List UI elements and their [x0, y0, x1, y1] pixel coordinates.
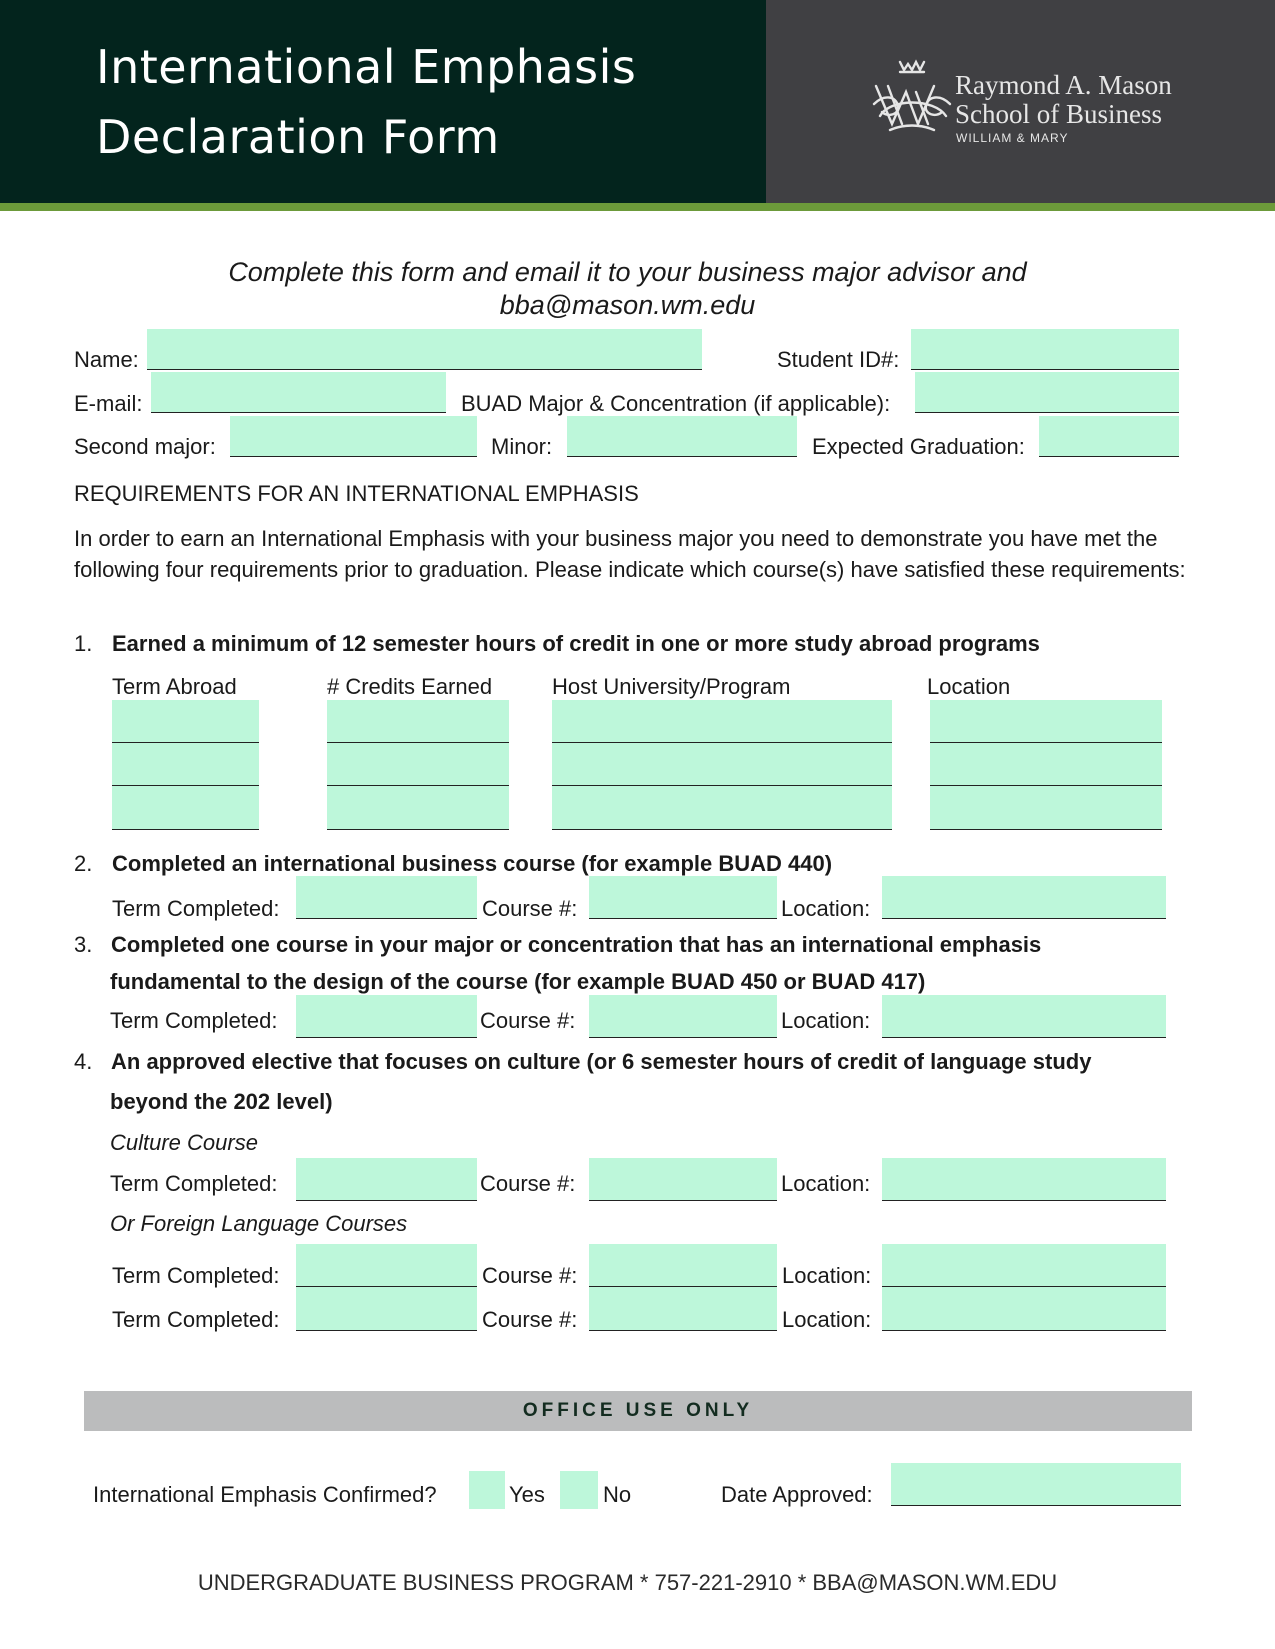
yes-checkbox[interactable] [469, 1471, 505, 1509]
location-label: Location: [781, 1171, 871, 1196]
req1-text: Earned a minimum of 12 semester hours of credit in one or more study abroad programs [112, 631, 1040, 656]
course-num-label: Course #: [482, 1263, 578, 1288]
intro-paragraph: In order to earn an International Emphasis with your business major you need to demonstrate you have met the following four requirements prior to graduation. Please indicate which course(s) have satisfied these requirements: [74, 526, 1186, 582]
location-field[interactable] [930, 743, 1162, 786]
host-university-field[interactable] [552, 700, 892, 743]
col-credits-earned: # Credits Earned [327, 674, 493, 699]
col-term-abroad: Term Abroad [112, 674, 237, 699]
yes-label: Yes [509, 1482, 545, 1507]
course-num-field[interactable] [589, 995, 777, 1038]
second-major-label: Second major: [74, 434, 216, 459]
location-field[interactable] [882, 1244, 1166, 1287]
course-num-field[interactable] [589, 1244, 777, 1287]
logo-text-line1: Raymond A. Mason [955, 70, 1172, 100]
req2-text: Completed an international business course (for example BUAD 440) [112, 851, 833, 876]
header-title-panel [0, 0, 766, 203]
credits-earned-field[interactable] [327, 700, 509, 743]
term-completed-label: Term Completed: [112, 1307, 280, 1332]
term-abroad-field[interactable] [112, 743, 259, 786]
cypher-logo-icon [870, 58, 954, 136]
student-id-label: Student ID#: [777, 347, 900, 372]
no-label: No [603, 1482, 632, 1507]
logo-text-line3: WILLIAM & MARY [956, 131, 1069, 145]
email-field[interactable] [151, 372, 446, 413]
student-id-field[interactable] [911, 329, 1179, 370]
form-title-line2: Declaration Form [96, 110, 500, 164]
name-label: Name: [74, 347, 139, 372]
location-field[interactable] [930, 786, 1162, 830]
culture-course-heading: Culture Course [110, 1130, 258, 1155]
location-label: Location: [781, 1008, 871, 1033]
term-completed-label: Term Completed: [110, 1171, 278, 1196]
term-completed-label: Term Completed: [112, 1263, 280, 1288]
req3-number: 3. [74, 932, 93, 957]
buad-major-field[interactable] [915, 372, 1179, 413]
term-completed-field[interactable] [296, 1158, 477, 1201]
location-field[interactable] [882, 1287, 1166, 1331]
date-approved-label: Date Approved: [721, 1482, 873, 1507]
req1-number: 1. [74, 631, 93, 656]
req4-text-line2: beyond the 202 level) [110, 1089, 333, 1114]
foreign-language-heading: Or Foreign Language Courses [110, 1211, 408, 1236]
emphasis-confirmed-label: International Emphasis Confirmed? [93, 1482, 437, 1507]
term-completed-field[interactable] [296, 876, 477, 919]
term-completed-field[interactable] [296, 1244, 477, 1287]
location-field[interactable] [930, 700, 1162, 743]
col-location: Location [927, 674, 1011, 699]
expected-graduation-field[interactable] [1039, 416, 1179, 457]
instruction-line1: Complete this form and email it to your business major advisor and [228, 257, 1027, 287]
course-num-label: Course #: [480, 1008, 576, 1033]
course-num-field[interactable] [589, 1158, 777, 1201]
location-label: Location: [782, 1307, 872, 1332]
req4-number: 4. [74, 1049, 93, 1074]
email-label: E-mail: [74, 391, 143, 416]
req3-text-line1: Completed one course in your major or concentration that has an international emphasis [111, 932, 1042, 957]
location-field[interactable] [882, 876, 1166, 919]
no-checkbox[interactable] [560, 1471, 598, 1509]
footer-contact: UNDERGRADUATE BUSINESS PROGRAM * 757-221-2910 * BBA@MASON.WM.EDU [197, 1570, 1058, 1595]
course-num-label: Course #: [480, 1171, 576, 1196]
location-label: Location: [781, 896, 871, 921]
buad-major-label: BUAD Major & Concentration (if applicable): [461, 391, 891, 416]
col-host-university: Host University/Program [552, 674, 791, 699]
office-use-banner: OFFICE USE ONLY [84, 1391, 1192, 1431]
name-field[interactable] [147, 329, 702, 370]
req4-text-line1: An approved elective that focuses on culture (or 6 semester hours of credit of language study [111, 1049, 1092, 1074]
course-num-label: Course #: [482, 896, 578, 921]
term-completed-field[interactable] [296, 995, 477, 1038]
form-title-line1: International Emphasis [96, 40, 637, 94]
requirements-heading: REQUIREMENTS FOR AN INTERNATIONAL EMPHASIS [74, 481, 639, 506]
host-university-field[interactable] [552, 786, 892, 830]
instruction-line2: bba@mason.wm.edu [499, 290, 756, 320]
term-completed-field[interactable] [296, 1287, 477, 1331]
term-completed-label: Term Completed: [110, 1008, 278, 1033]
credits-earned-field[interactable] [327, 786, 509, 830]
credits-earned-field[interactable] [327, 743, 509, 786]
date-approved-field[interactable] [891, 1463, 1181, 1506]
header-accent-bar [0, 203, 1275, 211]
course-num-field[interactable] [589, 1287, 777, 1331]
minor-label: Minor: [491, 434, 553, 459]
term-abroad-field[interactable] [112, 700, 259, 743]
req3-text-line2: fundamental to the design of the course (for example BUAD 450 or BUAD 417) [110, 969, 926, 994]
location-label: Location: [782, 1263, 872, 1288]
course-num-field[interactable] [589, 876, 777, 919]
term-abroad-field[interactable] [112, 786, 259, 830]
location-field[interactable] [882, 1158, 1166, 1201]
course-num-label: Course #: [482, 1307, 578, 1332]
term-completed-label: Term Completed: [112, 896, 280, 921]
minor-field[interactable] [567, 416, 797, 457]
location-field[interactable] [882, 995, 1166, 1038]
host-university-field[interactable] [552, 743, 892, 786]
second-major-field[interactable] [230, 416, 477, 457]
req2-number: 2. [74, 851, 93, 876]
logo-text-line2: School of Business [955, 99, 1163, 129]
expected-graduation-label: Expected Graduation: [812, 434, 1025, 459]
